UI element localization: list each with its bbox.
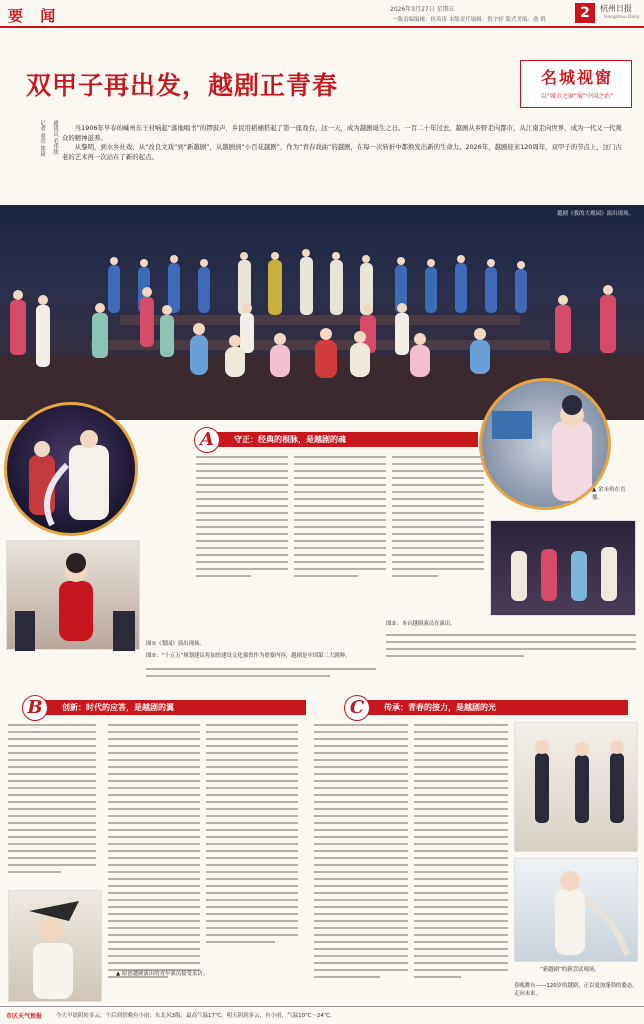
byline-correspondent: 通讯员 毛伟欣 (52, 120, 58, 155)
section-b-header (36, 700, 306, 715)
section-c-column-1 (314, 724, 408, 994)
dancers-illustration (515, 723, 639, 853)
page-number: 2 (575, 3, 595, 23)
section-b-column-2 (108, 724, 200, 994)
section-c-column-2 (414, 724, 508, 994)
section-b-letter: B (22, 695, 48, 721)
section-a-caption-lines (146, 668, 376, 684)
column-title: 名城视窗 (540, 68, 613, 87)
performer-illustration (7, 405, 138, 536)
section-a-right-caption-lines (386, 634, 636, 668)
section-a-header (208, 432, 478, 447)
section-c-dance-photo (514, 722, 638, 852)
section-a-bottom-caption: 图①：“十五五”规划建议将加快建设文化强省作为重要内容，越剧是中国第二大剧种。 (146, 653, 351, 659)
section-a-right-caption: 图②：本台越剧演员在演出。 (386, 621, 456, 627)
section-b-title: 创新：时代的应答，是越剧的翼 (62, 703, 174, 712)
section-b-actor-photo (8, 890, 102, 1002)
performer-circle-photo (4, 402, 138, 536)
performer-group-illustration (491, 521, 637, 617)
speaker-photo (6, 540, 140, 650)
stage-photo-caption: 越剧《我的大观园》演出现场。 (556, 211, 634, 217)
section-b-column-1 (8, 724, 96, 884)
editor-credits: 一版责编编辑：侯英涛 本版责任编辑：倪宇婷 版式美编：俞 钒 (392, 17, 546, 23)
section-name: 要 闻 (8, 7, 62, 25)
actor-illustration (9, 891, 103, 1003)
section-a-column-2 (294, 456, 386, 586)
weather-footer (0, 1006, 644, 1024)
section-c-letter: C (344, 695, 370, 721)
speaker-illustration (7, 541, 141, 651)
headline: 双甲子再出发，越剧正青春 (26, 71, 339, 100)
section-c-title: 传承：青春的接力，是越剧的光 (384, 703, 496, 712)
section-c-photo-caption: “新越剧”的新尝试现场。 (540, 967, 600, 973)
new-opera-illustration (515, 859, 639, 963)
weather-text: 今天早晨阴转多云，午后到傍晚有小雨；东北风3级，最高气温17℃，明天阴到多云，有小雨，气温10℃～24℃。 (56, 1013, 336, 1019)
section-a-title: 守正：经典的根脉，是越剧的魂 (234, 435, 346, 444)
section-c-header (358, 700, 628, 715)
closing-line: 春晚舞台——120岁的越剧，正以更加蓬勃的姿态，走向未来。 (514, 983, 638, 997)
left-photo-caption: 图①《梨园》演出现场。 (146, 641, 205, 647)
issue-date: 2026年3月27日 星期五 (390, 6, 455, 13)
intro-paragraph: 当1906年早春的嵊州东王村响起“落地唱书”的锣鼓声，乡民用稻桶搭起了第一座戏台，这一天，成为越剧诞生之日。一百二十年过去，越剧从乡野走向都市，从江南走向世界，成为一代又一代观众的精神滋养。 (62, 124, 622, 142)
intro-paragraph: 从黎明，到水乡社戏，从“改良文戏”到“新越剧”，从越剧到“小百花越剧”，作为“青春戏曲”的越剧，在每一次转折中都焕发出新的生命力。2026年，越剧迎来120周年，双甲子的节点上，这门古老的艺术再一次站在了新的起点。 (62, 143, 622, 161)
paper-logo: 杭州日报 (600, 4, 632, 13)
intro-text (62, 124, 622, 162)
column-subtitle: 以“城市之窗”展“中国之治” (540, 93, 614, 100)
byline-reporters: 记者 童萱 郑琦 (39, 120, 45, 157)
section-a-column-1 (196, 456, 288, 586)
section-b-photo-caption: ▲ 原创越剧演出的青年演员接受采访。 (116, 971, 209, 977)
livestream-caption: ▲ 余未殆在直播。 (592, 487, 626, 501)
weather-label: 市区天气预报 (6, 1013, 43, 1020)
section-a-column-3 (392, 456, 484, 586)
paper-logo-subtitle: Hangzhou Daily (604, 15, 640, 20)
section-a-letter: A (194, 427, 220, 453)
page-header (0, 0, 644, 28)
column-badge (520, 60, 632, 108)
section-a-right-photo (490, 520, 636, 616)
section-c-stage-photo (514, 858, 638, 962)
section-b-column-3 (206, 724, 298, 964)
